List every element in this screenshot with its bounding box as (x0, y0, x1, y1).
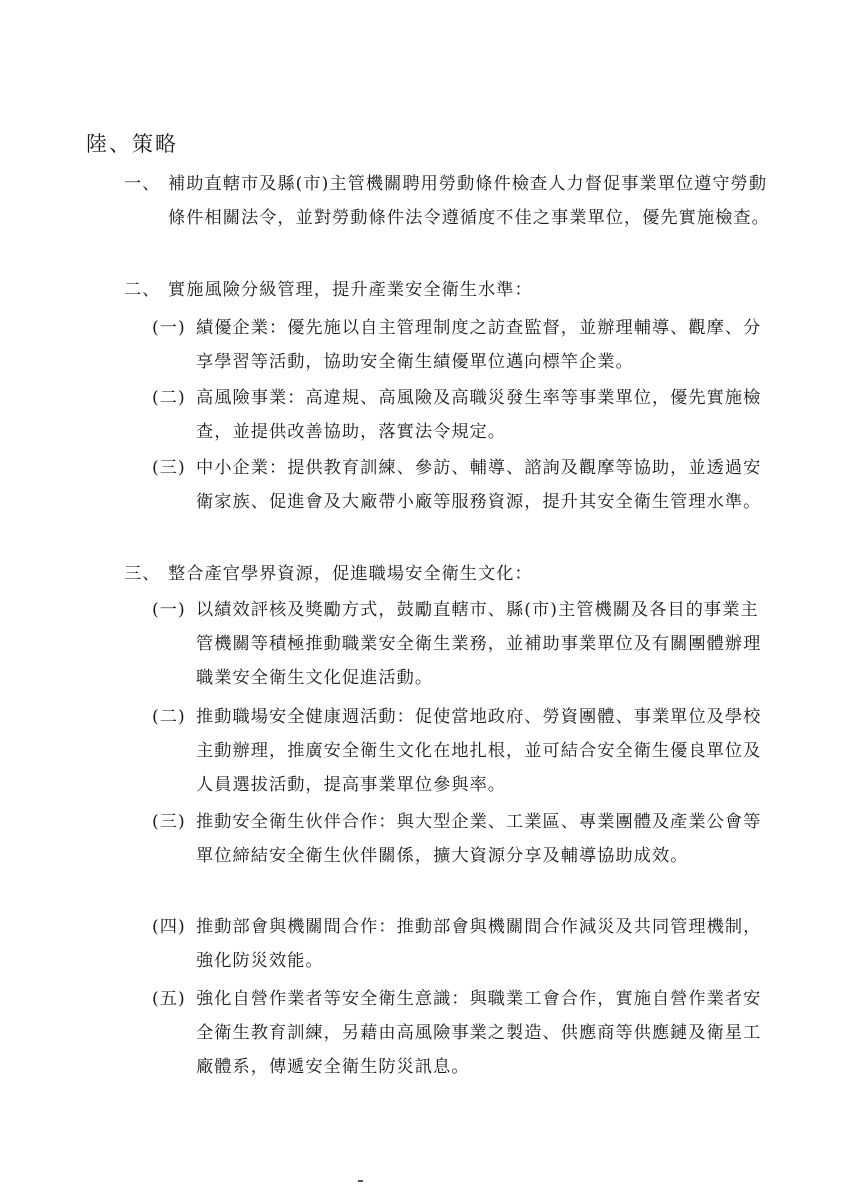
subitem-marker: (二) (152, 707, 186, 727)
subitem-text: 中小企業：提供教育訓練、參訪、輔導、諮詢及觀摩等協助，並透過安衛家族、促進會及大廠帶小廠等服務資源，提升其安全衛生管理水準。 (196, 458, 762, 513)
strategy-subitem-3-2 (152, 700, 774, 803)
strategy-subitem-2-1 (152, 311, 774, 380)
strategy-item-3 (124, 557, 774, 592)
item-text: 實施風險分級管理，提升產業安全衛生水準： (168, 280, 533, 300)
subitem-marker: (一) (152, 318, 186, 338)
subitem-marker: (四) (152, 917, 186, 937)
page-mark (358, 1180, 363, 1182)
subitem-text: 績優企業：優先施以自主管理制度之訪查監督，並辦理輔導、觀摩、分享學習等活動，協助安全衛生績優單位邁向標竿企業。 (196, 318, 762, 373)
strategy-subitem-3-5 (152, 982, 774, 1085)
subitem-marker: (一) (152, 600, 186, 620)
strategy-subitem-2-3 (152, 451, 774, 554)
item-marker: 二、 (124, 280, 161, 300)
item-marker: 一、 (124, 174, 161, 194)
subitem-text: 推動安全衛生伙伴合作：與大型企業、工業區、專業團體及產業公會等單位締結安全衛生伙伴關係，擴大資源分享及輔導協助成效。 (196, 812, 762, 867)
item-marker: 三、 (124, 564, 161, 584)
subitem-text: 推動職場安全健康週活動：促使當地政府、勞資團體、事業單位及學校主動辦理，推廣安全衛生文化在地扎根，並可結合安全衛生優良單位及人員選拔活動，提高事業單位參與率。 (196, 707, 762, 796)
subitem-text: 推動部會與機關間合作：推動部會與機關間合作減災及共同管理機制，強化防災效能。 (196, 917, 762, 972)
strategy-item-1 (124, 167, 774, 270)
subitem-text: 高風險事業：高違規、高風險及高職災發生率等事業單位，優先實施檢查，並提供改善協助，落實法令規定。 (196, 388, 762, 443)
strategy-subitem-3-3 (152, 805, 774, 908)
subitem-marker: (三) (152, 812, 186, 832)
strategy-subitem-2-2 (152, 381, 774, 450)
subitem-marker: (三) (152, 458, 186, 478)
subitem-text: 強化自營作業者等安全衛生意識：與職業工會合作，實施自營作業者安全衛生教育訓練，另藉由高風險事業之製造、供應商等供應鏈及衛星工廠體系，傳遞安全衛生防災訊息。 (196, 989, 762, 1078)
strategy-subitem-3-4 (152, 910, 774, 979)
strategy-item-2 (124, 273, 774, 308)
subitem-marker: (五) (152, 989, 186, 1009)
subitem-marker: (二) (152, 388, 186, 408)
section-heading: 陸、策略 (86, 132, 178, 156)
item-text: 整合產官學界資源，促進職場安全衛生文化： (168, 564, 533, 584)
strategy-subitem-3-1 (152, 593, 774, 696)
subitem-text: 以績效評核及獎勵方式，鼓勵直轄市、縣(市)主管機關及各目的事業主管機關等積極推動職業安全衛生業務，並補助事業單位及有關團體辦理職業安全衛生文化促進活動。 (196, 600, 762, 689)
item-text: 補助直轄市及縣(市)主管機關聘用勞動條件檢查人力督促事業單位遵守勞動條件相關法令，並對勞動條件法令遵循度不佳之事業單位，優先實施檢查。 (168, 174, 770, 229)
